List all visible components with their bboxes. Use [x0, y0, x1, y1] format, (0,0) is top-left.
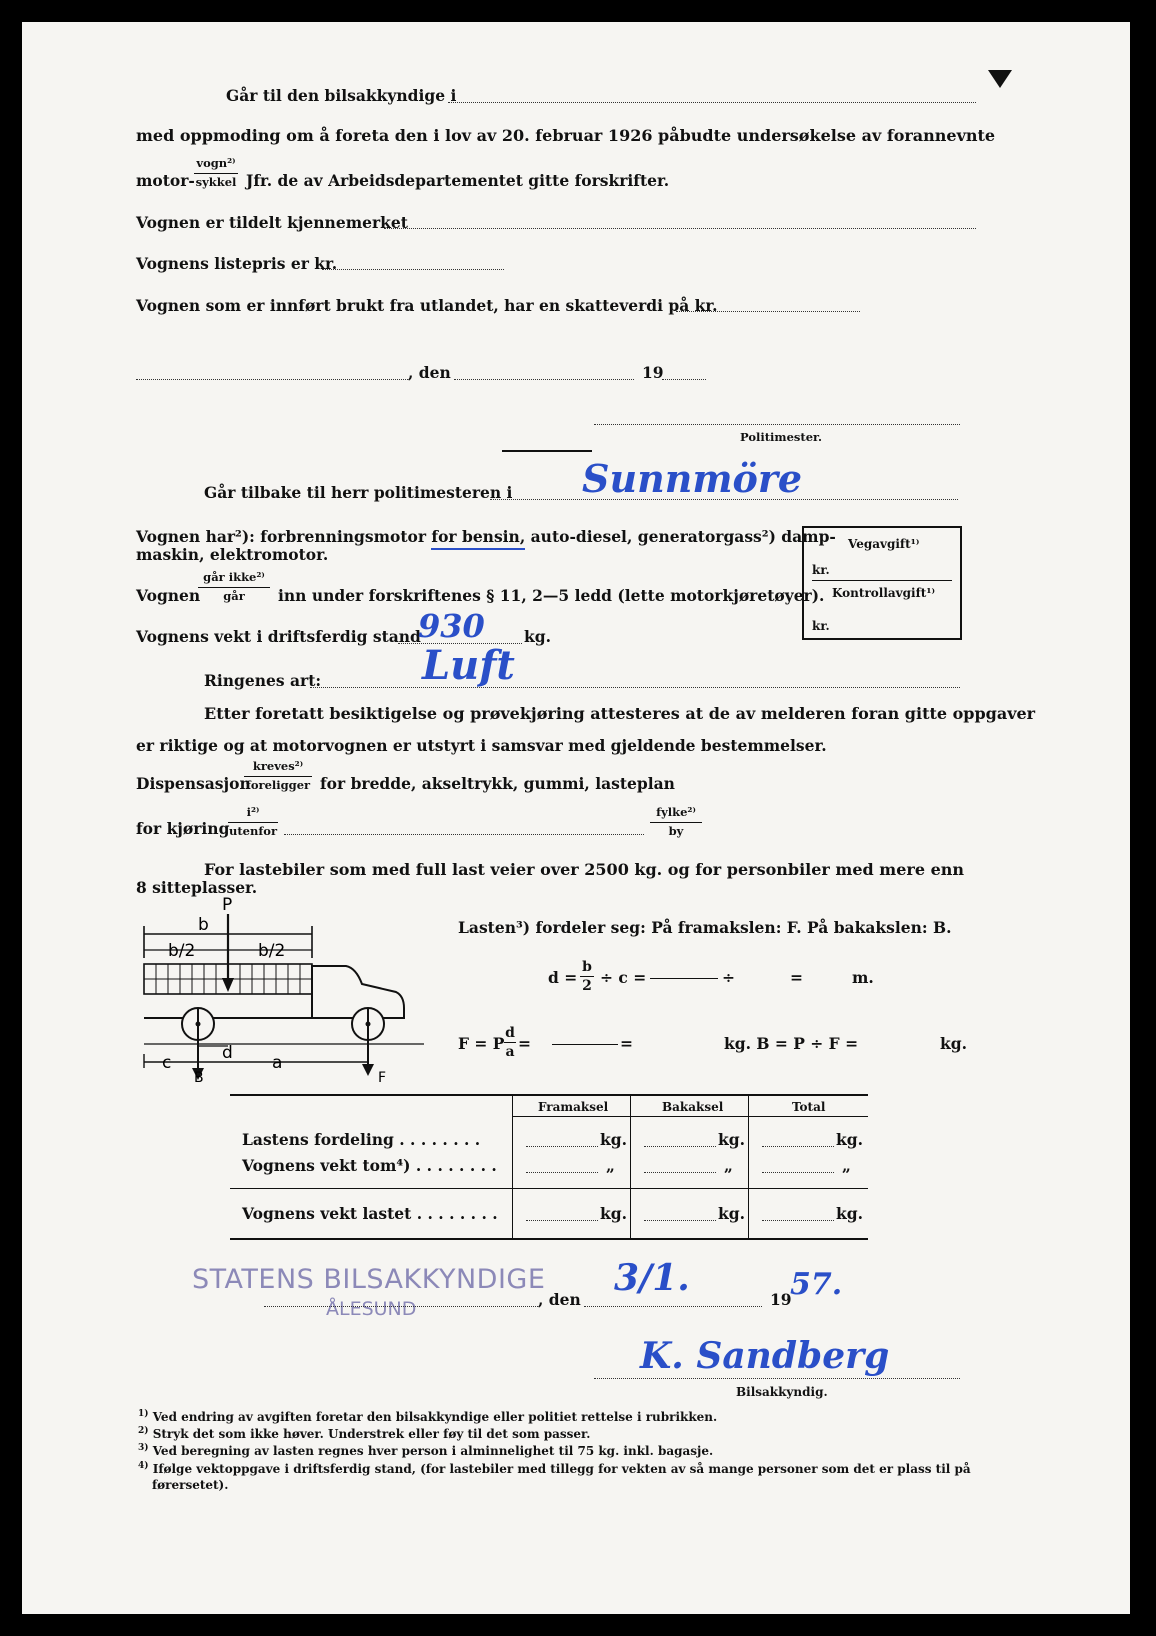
cell-tom-bak[interactable] — [644, 1172, 716, 1173]
formula-f-eq: F = P — [458, 1034, 505, 1053]
load-table — [230, 1094, 868, 1240]
engine-line-1 — [136, 529, 836, 545]
separator-line — [502, 450, 592, 452]
vegavgift-kr: kr. — [812, 563, 830, 577]
footnotes — [138, 1408, 971, 1493]
listepris-label: Vognens listepris er kr. — [136, 254, 338, 273]
stamp-statens-bilsakkyndige: STATENS BILSAKKYNDIGE — [192, 1264, 546, 1295]
kontrollavgift-kr: kr. — [812, 619, 830, 633]
disp-prefix: Dispensasjon — [136, 774, 251, 793]
unit-fordeling-total: kg. — [836, 1130, 863, 1149]
handwritten-signature: K. Sandberg — [640, 1335, 890, 1377]
kjoring-prefix: for kjøring — [136, 819, 230, 838]
kjoring-fraction: i²⁾ utenfor — [228, 805, 278, 838]
formula-d-eq: d = — [548, 968, 578, 987]
cell-tom-fram[interactable] — [526, 1172, 598, 1173]
bilsakkyndig-signature-field[interactable] — [594, 1378, 960, 1379]
politimester-signature-field[interactable] — [594, 424, 960, 425]
send-to-label: Går til den bilsakkyndige i — [226, 86, 457, 105]
date-19: 19 — [642, 363, 664, 382]
row-vognens-vekt-lastet: Vognens vekt lastet . . . . . . . . — [242, 1204, 498, 1223]
unit-lastet-bak: kg. — [718, 1204, 745, 1223]
unit-lastet-total: kg. — [836, 1204, 863, 1223]
header-bakaksel: Bakaksel — [662, 1100, 724, 1114]
skatteverdi-field[interactable] — [676, 311, 860, 312]
gar-suffix: inn under forskriftenes § 11, 2—5 ledd (lette motorkjøretøyer). — [278, 586, 825, 605]
truck-cab — [312, 966, 404, 1018]
return-label: Går tilbake til herr politimesteren i — [204, 483, 513, 502]
date-den: , den — [408, 363, 451, 382]
engine-line-2: maskin, elektromotor. — [136, 545, 329, 564]
punch-mark — [988, 70, 1012, 88]
formula-blank-2 — [552, 1044, 618, 1045]
diagram-label-b-half-2: b/2 — [258, 941, 286, 961]
sign-den: , den — [538, 1290, 581, 1309]
diagram-label-p: P — [222, 896, 233, 915]
sign-place-field[interactable] — [264, 1306, 538, 1307]
col-sep-1 — [512, 1096, 513, 1238]
handwritten-year: 57. — [790, 1267, 843, 1302]
laste-line-1: For lastebiler som med full last veier over 2500 kg. og for personbiler med mere enn — [204, 860, 965, 879]
diagram-label-F: F — [378, 1070, 387, 1082]
year-field[interactable] — [662, 379, 706, 380]
header-total: Total — [792, 1100, 826, 1114]
header-framaksel: Framaksel — [538, 1100, 609, 1114]
kjennemerke-field[interactable] — [384, 228, 976, 229]
form-page — [22, 22, 1130, 1614]
row-vognens-vekt-tom: Vognens vekt tom⁴) . . . . . . . . — [242, 1156, 497, 1175]
row-lastens-fordeling: Lastens fordeling . . . . . . . . — [242, 1130, 481, 1149]
place-field[interactable] — [136, 379, 408, 380]
ringer-field[interactable] — [310, 687, 960, 688]
cell-lastet-fram[interactable] — [526, 1220, 598, 1221]
formula-d-over-a: d a — [505, 1025, 515, 1060]
handwritten-weight: 930 — [418, 607, 485, 645]
request-line: med oppmoding om å foreta den i lov av 20. februar 1926 påbudte undersøkelse av forannevnte — [136, 126, 996, 145]
date-field[interactable] — [454, 379, 634, 380]
disp-suffix: for bredde, akseltrykk, gummi, lasteplan — [320, 774, 675, 793]
diagram-label-c: c — [162, 1053, 172, 1073]
formula-m: m. — [852, 968, 874, 987]
unit-tom-fram: „ — [606, 1156, 615, 1175]
unit-tom-total: „ — [842, 1156, 851, 1175]
cell-lastet-total[interactable] — [762, 1220, 834, 1221]
header-sep — [512, 1116, 868, 1117]
col-sep-2 — [630, 1096, 631, 1238]
kontrollavgift-label: Kontrollavgift¹⁾ — [832, 586, 936, 600]
diagram-label-b: b — [198, 915, 209, 935]
unit-fordeling-bak: kg. — [718, 1130, 745, 1149]
fee-box — [802, 526, 962, 640]
truck-load-diagram — [134, 896, 434, 1082]
attest-line-1: Etter foretatt besiktigelse og prøvekjøring attesteres at de av melderen foran gitte oppgaver — [204, 704, 1036, 723]
formula-f-eq-tail: = — [518, 1034, 531, 1053]
diagram-label-d: d — [222, 1043, 233, 1063]
sign-date-field[interactable] — [584, 1306, 762, 1307]
diagram-label-b-half-1: b/2 — [168, 941, 196, 961]
footnote-1: $^{1)}$ Ved endring av avgiften foretar den bilsakkyndige eller politiet rettelse i rubrikken. — [138, 1409, 718, 1424]
ringer-label: Ringenes art: — [204, 671, 322, 690]
listepris-field[interactable] — [322, 269, 504, 270]
lasten-line: Lasten³) fordeler seg: På framakslen: F. På bakakslen: B. — [458, 918, 952, 937]
unit-fordeling-fram: kg. — [600, 1130, 627, 1149]
total-sep — [230, 1188, 868, 1189]
cell-tom-total[interactable] — [762, 1172, 834, 1173]
formula-blank-1 — [650, 978, 718, 979]
skatteverdi-label: Vognen som er innført brukt fra utlandet, har en skatteverdi på kr. — [136, 296, 718, 315]
footnote-2: $^{2)}$ Stryk det som ikke høver. Understrek eller føy til det som passer. — [138, 1426, 591, 1442]
formula-kg-b: kg. B = P ÷ F = — [724, 1034, 859, 1053]
motor-fraction: vogn²⁾ sykkel — [195, 156, 237, 189]
formula-eq3: = — [620, 1034, 633, 1053]
cell-fordeling-total[interactable] — [762, 1146, 834, 1147]
fee-divider — [812, 580, 952, 581]
sign-year-prefix: 19 — [770, 1290, 792, 1309]
cell-fordeling-bak[interactable] — [644, 1146, 716, 1147]
engine-type-selected: for bensin, — [431, 527, 525, 550]
kjoring-field[interactable] — [284, 834, 644, 835]
formula-eq2: = — [790, 968, 803, 987]
vekt-unit: kg. — [524, 627, 551, 646]
vekt-label: Vognens vekt i driftsferdig stand — [136, 627, 421, 646]
motor-suffix: Jfr. de av Arbeidsdepartementet gitte forskrifter. — [246, 171, 670, 190]
gar-prefix: Vognen — [136, 586, 201, 605]
handwritten-date: 3/1. — [614, 1257, 690, 1299]
formula-kg-end: kg. — [940, 1034, 967, 1053]
unit-lastet-fram: kg. — [600, 1204, 627, 1223]
motor-prefix: motor- — [136, 171, 195, 190]
engine-line-1a: Vognen har²): forbrenningsmotor — [136, 527, 426, 546]
kjennemerke-label: Vognen er tildelt kjennemerket — [136, 213, 408, 232]
cell-fordeling-fram[interactable] — [526, 1146, 598, 1147]
stamp-alesund: ÅLESUND — [326, 1298, 417, 1320]
footnote-4: $^{4)}$ Ifølge vektoppgave i driftsferdig stand, (for lastebiler med tillegg for vekten av så mange personer som det er plass til på — [138, 1460, 971, 1476]
diagram-label-B: B — [194, 1070, 204, 1082]
footnote-4-cont: førersetet). — [152, 1477, 229, 1492]
gar-fraction: går ikke²⁾ går — [198, 572, 270, 602]
handwritten-place: Sunnmöre — [582, 456, 803, 501]
laste-line-2: 8 sitteplasser. — [136, 878, 258, 897]
engine-line-1b: auto-diesel, generatorgass²) damp- — [530, 527, 836, 546]
politimester-label: Politimester. — [740, 430, 823, 444]
cell-lastet-bak[interactable] — [644, 1220, 716, 1221]
unit-tom-bak: „ — [724, 1156, 733, 1175]
vegavgift-label: Vegavgift¹⁾ — [848, 537, 920, 551]
handwritten-tyres: Luft — [422, 642, 515, 689]
fylke-fraction: fylke²⁾ by — [650, 807, 702, 837]
disp-fraction: kreves²⁾ foreligger — [245, 759, 311, 792]
formula-b-over-2: b 2 — [580, 960, 594, 993]
col-sep-3 — [748, 1096, 749, 1238]
bilsakkyndig-label: Bilsakkyndig. — [736, 1385, 828, 1399]
diagram-label-a: a — [272, 1053, 283, 1073]
formula-d-rest: ÷ c = — [600, 968, 647, 987]
formula-minus: ÷ — [722, 968, 735, 987]
attest-line-2: er riktige og at motorvognen er utstyrt i samsvar med gjeldende bestemmelser. — [136, 736, 827, 755]
send-to-field[interactable] — [448, 102, 976, 103]
footnote-3: $^{3)}$ Ved beregning av lasten regnes hver person i alminnelighet til 75 kg. inkl. bagasje. — [138, 1443, 714, 1459]
